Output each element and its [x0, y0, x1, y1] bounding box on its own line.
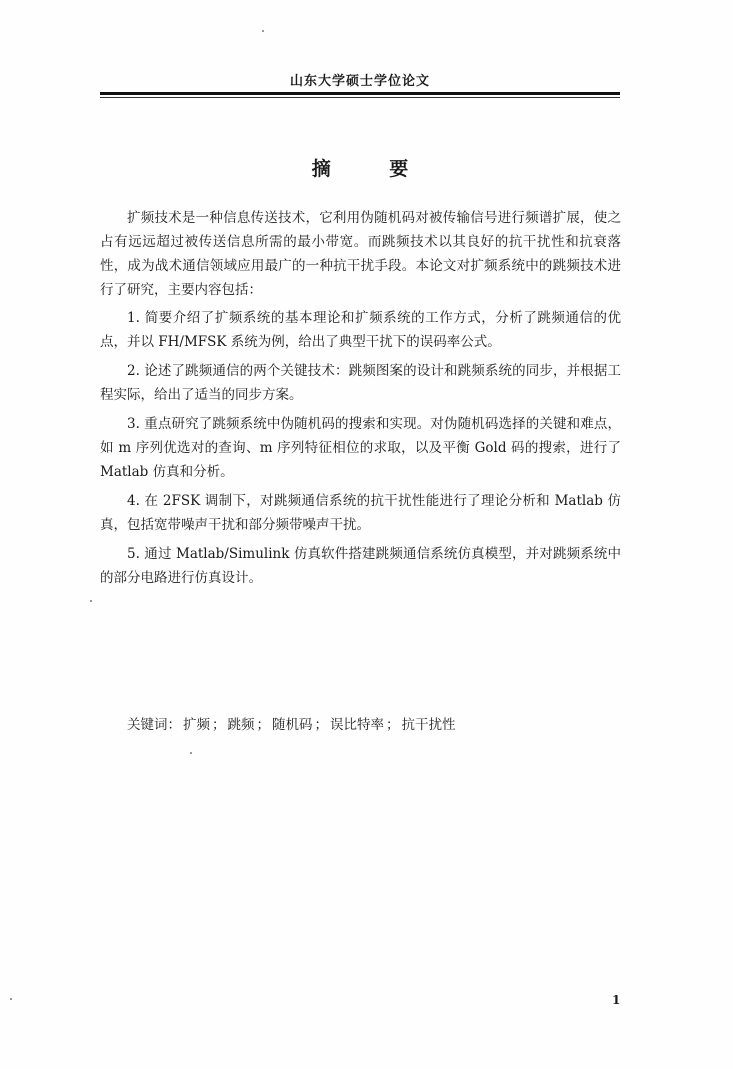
scan-speck [90, 600, 92, 602]
keyword-item: 抗干扰性 [401, 717, 456, 733]
keyword-item: 误比特率 [330, 717, 384, 733]
abstract-item-1: 1. 简要介绍了扩频系统的基本理论和扩频系统的工作方式，分析了跳频通信的优点，并以 FH/MFSK 系统为例，给出了典型干扰下的误码率公式。 [100, 310, 621, 350]
abstract-item-5: 5. 通过 Matlab/Simulink 仿真软件搭建跳频通信系统仿真模型，并对跳频系统中的部分电路进行仿真设计。 [100, 546, 621, 586]
page-number: 1 [612, 993, 621, 1007]
keyword-item: 扩频 [183, 717, 210, 733]
keyword-item: 随机码 [272, 717, 313, 733]
header-rule-thick [100, 92, 620, 95]
keyword-item: 跳频 [227, 717, 255, 733]
header-rule-thin [100, 97, 620, 98]
scan-speck [262, 30, 264, 32]
keyword-separator: ； [256, 717, 270, 733]
abstract-intro-paragraph: 扩频技术是一种信息传送技术，它利用伪随机码对被传输信号进行频谱扩展，使之占有远远超过被传送信息所需的最小带宽。而跳频技术以其良好的抗干扰性和抗衰落性，成为战术通信领域应用最广的一种抗干扰手段。本论文对扩频系统中的跳频技术进行了研究，主要内容包括： [100, 210, 621, 298]
abstract-item-3: 3. 重点研究了跳频系统中伪随机码的搜索和实现。对伪随机码选择的关键和难点，如 m 序列优选对的查询、m 序列特征相位的求取，以及平衡 Gold 码的搜索，进行了 Matlab 仿真和分析。 [100, 416, 621, 480]
abstract-body [100, 206, 621, 595]
abstract-item-2: 2. 论述了跳频通信的两个关键技术：跳频图案的设计和跳频系统的同步，并根据工程实际，给出了适当的同步方案。 [100, 363, 621, 403]
scan-speck [190, 752, 192, 754]
keyword-separator: ； [314, 717, 328, 733]
keywords-line [127, 713, 621, 737]
keywords-label: 关键词： [127, 717, 181, 733]
scan-speck [10, 998, 12, 1000]
abstract-heading: 摘 要 [311, 158, 435, 180]
keyword-separator: ； [386, 717, 400, 733]
abstract-item-4: 4. 在 2FSK 调制下，对跳频通信系统的抗干扰性能进行了理论分析和 Matlab 仿真，包括宽带噪声干扰和部分频带噪声干扰。 [100, 493, 621, 533]
running-header: 山东大学硕士学位论文 [289, 74, 430, 89]
keyword-separator: ； [212, 717, 226, 733]
